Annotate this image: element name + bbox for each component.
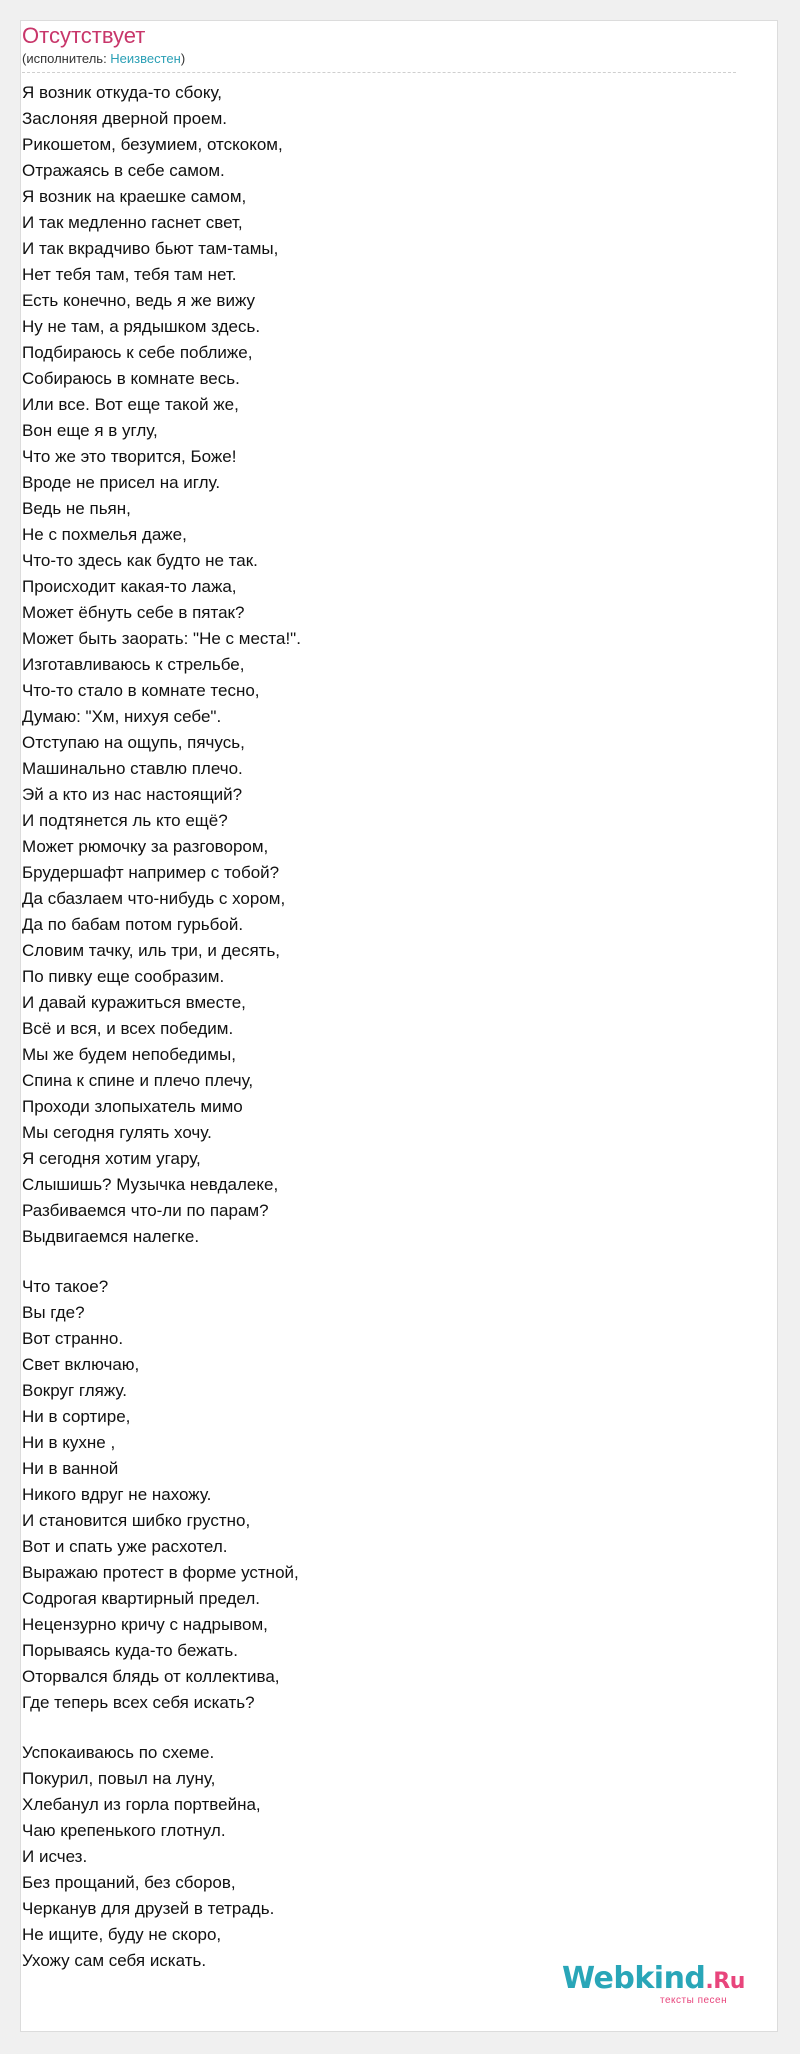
webkind-logo[interactable] [562, 1961, 745, 2006]
lyric-line: Порываясь куда-то бежать. [22, 1641, 238, 1660]
lyric-line: Вокруг гляжу. [22, 1381, 127, 1400]
artist-link[interactable]: Неизвестен [110, 51, 181, 66]
song-title: Отсутствует [22, 23, 146, 48]
lyric-line: Отступаю на ощупь, пячусь, [22, 733, 245, 752]
logo-main-text: Webkind [562, 1961, 706, 1996]
lyric-line: Нецензурно кричу с надрывом, [22, 1615, 268, 1634]
lyric-line: Вроде не присел на иглу. [22, 473, 221, 492]
artist-suffix: ) [180, 51, 186, 66]
lyric-line: Подбираюсь к себе поближе, [22, 343, 253, 362]
lyrics-verse [22, 1274, 722, 1716]
lyric-line: Мы же будем непобедимы, [22, 1045, 236, 1064]
lyric-line: Или все. Вот еще такой же, [22, 395, 239, 414]
lyric-line: Не ищите, буду не скоро, [22, 1925, 222, 1944]
lyric-line: И становится шибко грустно, [22, 1511, 251, 1530]
lyric-line: Хлебанул из горла портвейна, [22, 1795, 261, 1814]
lyric-line: И давай куражиться вместе, [22, 993, 246, 1012]
lyric-line: Думаю: "Хм, нихуя себе". [22, 707, 222, 726]
artist-line [22, 50, 185, 68]
lyric-line: Не с похмелья даже, [22, 525, 187, 544]
lyric-line: Что такое? [22, 1277, 109, 1296]
lyric-line: Ни в ванной [22, 1459, 119, 1478]
artist-prefix: (исполнитель: [22, 51, 111, 66]
lyrics-verse [22, 1740, 722, 1974]
lyric-line: Нет тебя там, тебя там нет. [22, 265, 237, 284]
lyric-line: Что-то стало в комнате тесно, [22, 681, 260, 700]
lyric-line: Может ёбнуть себе в пятак? [22, 603, 245, 622]
lyric-line: Выдвигаемся налегке. [22, 1227, 200, 1246]
lyric-line: Где теперь всех себя искать? [22, 1693, 255, 1712]
lyric-line: Ухожу сам себя искать. [22, 1951, 207, 1970]
lyric-line: Никого вдруг не нахожу. [22, 1485, 212, 1504]
lyric-line: Проходи злопыхатель мимо [22, 1097, 243, 1116]
lyric-line: Может рюмочку за разговором, [22, 837, 269, 856]
logo-tagline: тексты песен [660, 1995, 728, 2006]
lyric-line: Может быть заорать: "Не с места!". [22, 629, 301, 648]
lyric-line: Черканув для друзей в тетрадь. [22, 1899, 275, 1918]
lyric-line: Что же это творится, Боже! [22, 447, 237, 466]
lyric-line: Вон еще я в углу, [22, 421, 158, 440]
lyric-line: Рикошетом, безумием, отскоком, [22, 135, 283, 154]
lyric-line: Что-то здесь как будто не так. [22, 551, 258, 570]
lyric-line: Эй а кто из нас настоящий? [22, 785, 243, 804]
lyric-line: Вот и спать уже расхотел. [22, 1537, 228, 1556]
lyric-line: Я возник на краешке самом, [22, 187, 247, 206]
lyric-line: Покурил, повыл на луну, [22, 1769, 216, 1788]
lyric-line: Ведь не пьян, [22, 499, 131, 518]
lyric-line: И так медленно гаснет свет, [22, 213, 243, 232]
lyric-line: Я возник откуда-то сбоку, [22, 83, 223, 102]
lyric-line: Собираюсь в комнате весь. [22, 369, 240, 388]
lyric-line: Успокаиваюсь по схеме. [22, 1743, 215, 1762]
lyric-line: Изготавливаюсь к стрельбе, [22, 655, 245, 674]
lyric-line: Есть конечно, ведь я же вижу [22, 291, 256, 310]
lyric-line: Содрогая квартирный предел. [22, 1589, 260, 1608]
lyric-line: Без прощаний, без сборов, [22, 1873, 236, 1892]
lyric-line: Да по бабам потом гурьбой. [22, 915, 244, 934]
lyric-line: Выражаю протест в форме устной, [22, 1563, 299, 1582]
lyric-line: Брудершафт например с тобой? [22, 863, 280, 882]
lyric-line: Происходит какая-то лажа, [22, 577, 237, 596]
lyric-line: Ни в сортире, [22, 1407, 131, 1426]
lyric-line: Мы сегодня гулять хочу. [22, 1123, 212, 1142]
lyric-line: Чаю крепенького глотнул. [22, 1821, 226, 1840]
lyric-line: И так вкрадчиво бьют там-тамы, [22, 239, 279, 258]
logo-wordmark [562, 1961, 745, 1999]
title-divider [22, 72, 736, 73]
lyric-line: И подтянется ль кто ещё? [22, 811, 228, 830]
lyric-line: Ни в кухне , [22, 1433, 116, 1452]
lyric-line: Вот странно. [22, 1329, 124, 1348]
lyric-line: Машинально ставлю плечо. [22, 759, 243, 778]
lyric-line: Я сегодня хотим угару, [22, 1149, 201, 1168]
lyric-line: Оторвался блядь от коллектива, [22, 1667, 280, 1686]
lyric-line: Ну не там, а рядышком здесь. [22, 317, 261, 336]
lyric-line: Всё и вся, и всех победим. [22, 1019, 234, 1038]
lyric-line: Разбиваемся что-ли по парам? [22, 1201, 269, 1220]
lyric-line: Спина к спине и плечо плечу, [22, 1071, 254, 1090]
lyric-line: Словим тачку, иль три, и десять, [22, 941, 281, 960]
lyric-line: Отражаясь в себе самом. [22, 161, 225, 180]
lyric-line: Да сбазлаем что-нибудь с хором, [22, 889, 286, 908]
logo-accent-text: .Ru [705, 1969, 745, 1994]
lyric-line: Слышишь? Музычка невдалеке, [22, 1175, 279, 1194]
lyrics-verse [22, 80, 722, 1250]
lyric-line: Свет включаю, [22, 1355, 140, 1374]
lyric-line: И исчез. [22, 1847, 88, 1866]
lyric-line: По пивку еще сообразим. [22, 967, 225, 986]
lyric-line: Заслоняя дверной проем. [22, 109, 228, 128]
lyric-line: Вы где? [22, 1303, 85, 1322]
lyrics-text [22, 80, 722, 1998]
